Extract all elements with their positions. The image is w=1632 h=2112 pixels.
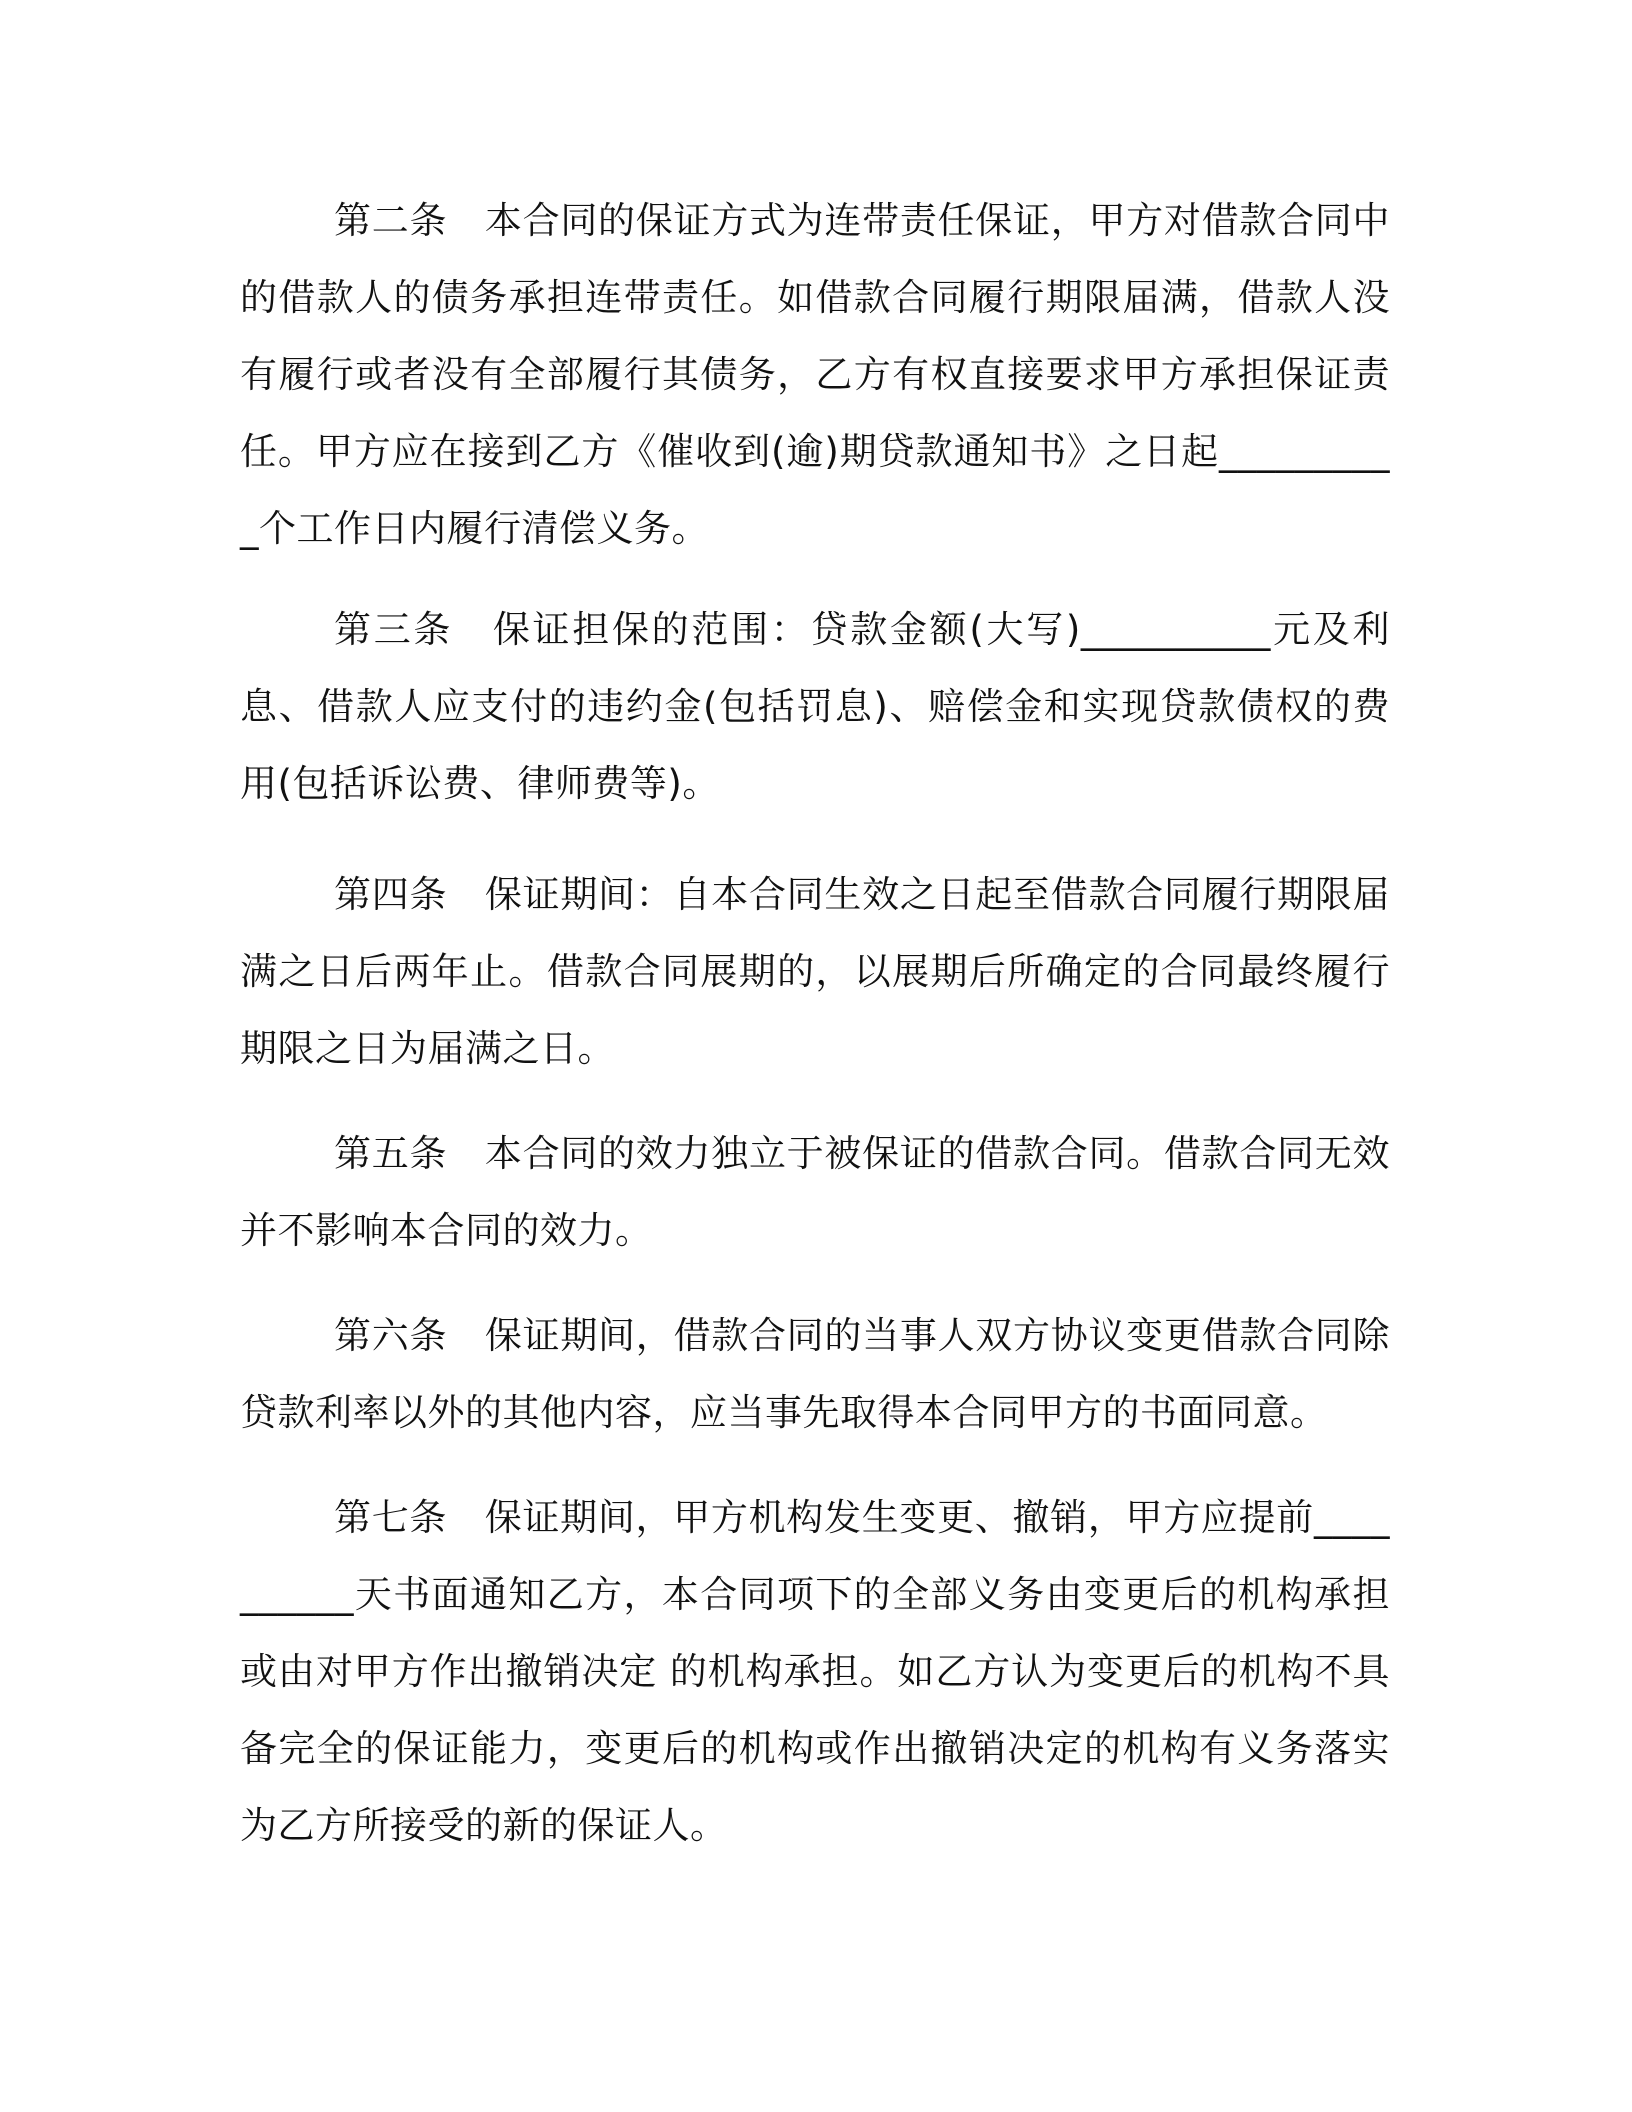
clause-article-6: 第六条 保证期间，借款合同的当事人双方协议变更借款合同除贷款利率以外的其他内容，应当事先取得本合同甲方的书面同意。	[240, 1314, 1390, 1434]
clause-article-3: 第三条 保证担保的范围：贷款金额(大写)__________元及利息、借款人应支付的违约金(包括罚息)、赔偿金和实现贷款债权的费用(包括诉讼费、律师费等)。	[240, 608, 1390, 805]
clause-article-2: 第二条 本合同的保证方式为连带责任保证，甲方对借款合同中的借款人的债务承担连带责任。如借款合同履行期限届满，借款人没有履行或者没有全部履行其债务，乙方有权直接要求甲方承担保证责任。甲方应在接到乙方《催收到(逾)期贷款通知书》之日起__________个工作日内履行清偿义务。	[240, 199, 1390, 550]
clause-article-7: 第七条 保证期间，甲方机构发生变更、撤销，甲方应提前__________天书面通知乙方，本合同项下的全部义务由变更后的机构承担或由对甲方作出撤销决定 的机构承担。如乙方认为变更后的机构不具备完全的保证能力，变更后的机构或作出撤销决定的机构有义务落实为乙方所接受的新的保证人。	[240, 1496, 1390, 1847]
clause-article-4: 第四条 保证期间：自本合同生效之日起至借款合同履行期限届满之日后两年止。借款合同展期的，以展期后所确定的合同最终履行期限之日为届满之日。	[240, 873, 1390, 1070]
clause-article-5: 第五条 本合同的效力独立于被保证的借款合同。借款合同无效并不影响本合同的效力。	[240, 1132, 1390, 1252]
